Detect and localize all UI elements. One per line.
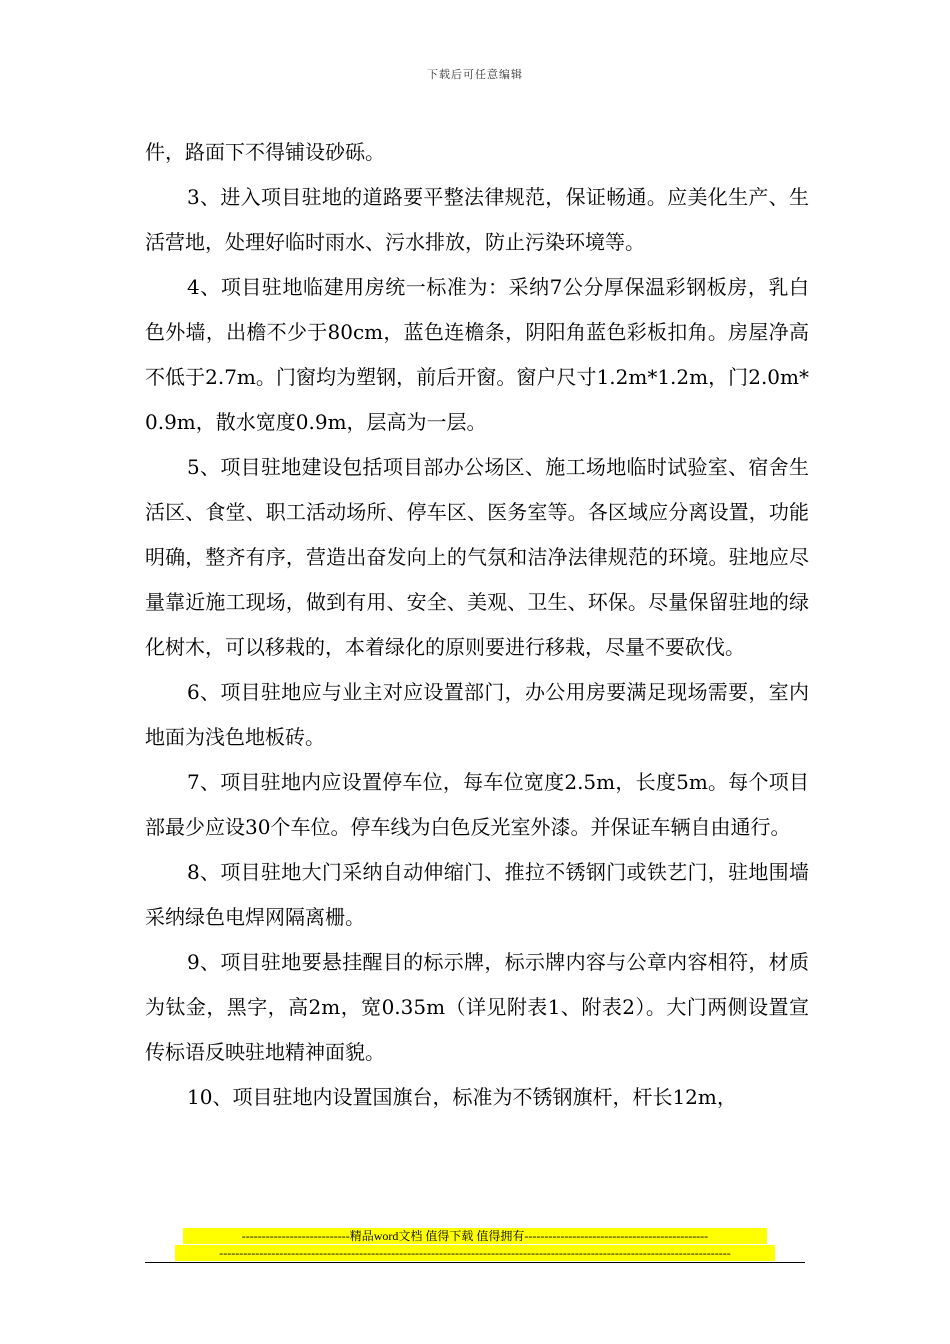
paragraph-item-10: 10、项目驻地内设置国旗台，标准为不锈钢旗杆，杆长12m， [187,1085,737,1109]
footer-banner-text: ---------------------------精品word文档 值得下载 值得拥有---------------------------------------------- [183,1228,767,1244]
paragraph-item-8: 8、项目驻地大门采纳自动伸缩门、推拉不锈钢门或铁艺门，驻地围墙采纳绿色电焊网隔离栅。 [145,860,809,929]
paragraph-item-6: 6、项目驻地应与业主对应设置部门，办公用房要满足现场需要，室内地面为浅色地板砖。 [145,680,809,749]
page-header: 下载后可任意编辑 [427,68,523,81]
paragraph-item-7: 7、项目驻地内应设置停车位，每车位宽度2.5m，长度5m。每个项目部最少应设30个车位。停车线为白色反光室外漆。并保证车辆自由通行。 [145,770,809,839]
footer-divider [145,1262,805,1263]
paragraph-item-9: 9、项目驻地要悬挂醒目的标示牌，标示牌内容与公章内容相符，材质为钛金，黑字，高2m，宽0.35m（详见附表1、附表2）。大门两侧设置宣传标语反映驻地精神面貌。 [145,950,809,1064]
paragraph-continuation: 件，路面下不得铺设砂砾。 [145,140,385,164]
paragraph-item-5: 5、项目驻地建设包括项目部办公场区、施工场地临时试验室、宿舍生活区、食堂、职工活动场所、停车区、医务室等。各区域应分离设置，功能明确，整齐有序，营造出奋发向上的气氛和洁净法律规范的环境。驻地应尽量靠近施工现场，做到有用、安全、美观、卫生、环保。尽量保留驻地的绿化树木，可以移栽的，本着绿化的原则要进行移栽，尽量不要砍伐。 [145,455,809,659]
paragraph-item-4: 4、项目驻地临建用房统一标准为：采纳7公分厚保温彩钢板房，乳白色外墙，出檐不少于80cm，蓝色连檐条，阴阳角蓝色彩板扣角。房屋净高不低于2.7m。门窗均为塑钢，前后开窗。窗户尺寸1.2m*1.2m，门2.0m*0.9m，散水宽度0.9m，层高为一层。 [145,275,809,434]
footer-dash-line: -------------------------------------------------------------------------------------------------------------------------------- [175,1245,775,1261]
paragraph-item-3: 3、进入项目驻地的道路要平整法律规范，保证畅通。应美化生产、生活营地，处理好临时雨水、污水排放，防止污染环境等。 [145,185,809,254]
document-body [145,130,809,1120]
